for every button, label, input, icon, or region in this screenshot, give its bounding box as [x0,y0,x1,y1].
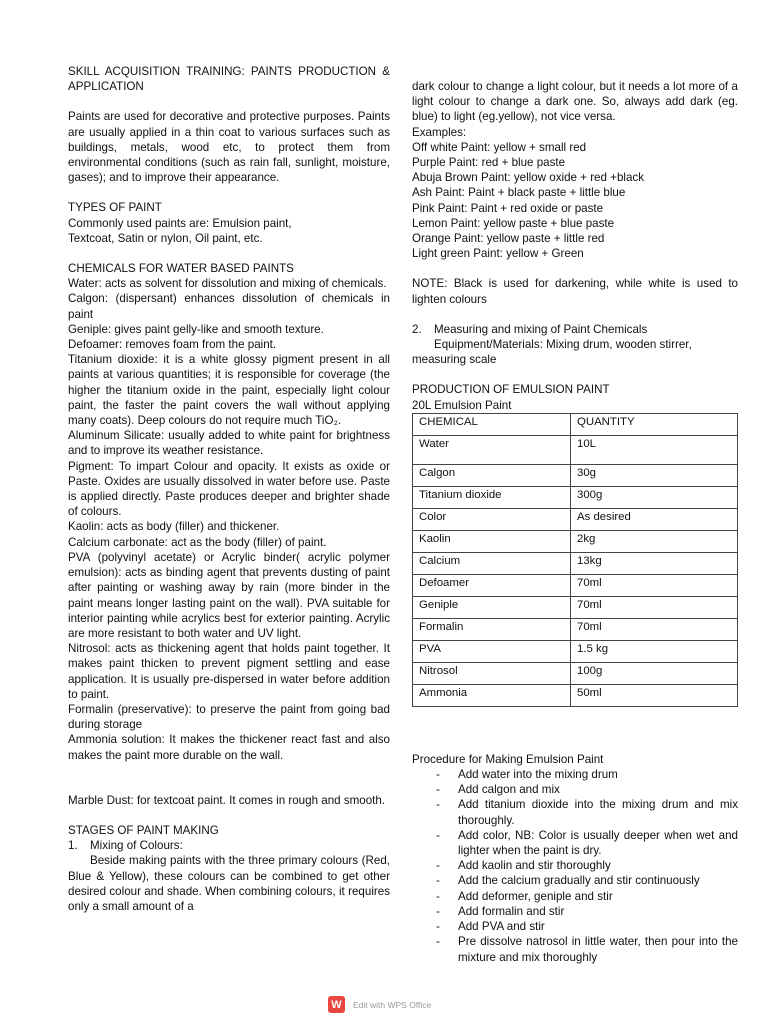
types-heading: TYPES OF PAINT [68,201,162,215]
chemical-description: : To impart Colour and opacity. It exists as oxide or Paste. Oxides are usually dissolved in water before use. Paste is applied directly. Paste produces deeper and brighter shade of colours. [68,459,390,519]
cell-chemical: Ammonia [413,684,571,706]
cell-chemical: Kaolin [413,530,571,552]
chemical-term: Calgon [68,292,105,306]
chemical-term: Pigment [68,459,111,473]
table-row [413,684,738,706]
chemical-entry [68,276,390,291]
cell-chemical: Calgon [413,464,571,486]
cell-chemical: Defoamer [413,574,571,596]
cell-quantity: 50ml [571,684,738,706]
chemical-description: : it is a white glossy pigment present in all paints at various quantities; it is responsible for coverage (the higher the titanium oxide in the paint, especially light colour paint, the faster the paint covers the wall without applying many coats). Deep colours do not require much TiO₂. [68,353,390,428]
procedure-step: - Pre dissolve natrosol in little water, then pour into the mixture and mix thoroughly [412,934,738,964]
examples-label: Examples [412,125,463,139]
step-2-text: Equipment/Materials: Mixing drum, wooden stirrer, measuring scale [412,338,692,367]
chemical-entry [68,322,390,337]
procedure-step: - Add titanium dioxide into the mixing drum and mix thoroughly. [412,797,738,827]
step-2-heading [412,322,738,337]
procedure-step: - Add calgon and mix [412,782,738,797]
cell-chemical: PVA [413,640,571,662]
cell-quantity: As desired [571,508,738,530]
chemical-entry [68,550,390,641]
chemical-entry [68,535,390,550]
cell-chemical: Formalin [413,618,571,640]
stage-1-title: Mixing of Colours [90,839,180,853]
production-heading: PRODUCTION OF EMULSION PAINT [412,383,610,397]
note-label: NOTE [412,277,445,291]
header-chemical: CHEMICAL [413,413,571,435]
procedure-step: - Add water into the mixing drum [412,767,738,782]
cell-quantity: 13kg [571,552,738,574]
chemical-entry [68,641,390,702]
chemical-description: : It makes the thickener react fast and also makes the paint more durable on the wall. [68,733,390,762]
chemical-description: : acts as solvent for dissolution and mixing of chemicals. [98,277,387,291]
table-row [413,574,738,596]
example-item: Off white Paint: yellow + small red [412,140,587,154]
procedure-step: - Add formalin and stir [412,904,738,919]
chemical-term: Titanium dioxide [68,353,155,367]
chemical-description: : gives paint gelly-like and smooth texture. [107,322,324,336]
chemical-entry [68,732,390,762]
chemical-entry [68,428,390,458]
example-item: Abuja Brown Paint: yellow oxide + red +black [412,171,645,185]
procedure-list [412,767,738,965]
wps-footer-text: Edit with WPS Office [353,999,432,1010]
chemical-term: Kaolin [68,520,101,534]
example-item: Purple Paint: red + blue paste [412,156,566,170]
document-title [68,64,390,94]
table-row [413,530,738,552]
header-quantity: QUANTITY [571,413,738,435]
title-prefix: SKILL ACQUISITION TRAINING: [68,65,245,78]
table-row [413,552,738,574]
chemical-term: PVA (polyvinyl acetate) or Acrylic binder [68,550,297,564]
table-row [413,618,738,640]
cell-chemical: Titanium dioxide [413,486,571,508]
procedure-step: - Add the calcium gradually and stir continuously [412,873,738,888]
stage-1-text: Beside making paints with the three primary colours (Red, Blue & Yellow), these colours can be combined to get other desired colour and shade. When combining colours, it requires only a small amount of a [68,854,390,913]
procedure-step: - Add PVA and stir [412,919,738,934]
wps-logo-icon: W [328,996,345,1013]
emulsion-recipe-table [412,413,738,707]
table-row [413,508,738,530]
chemical-term: Defoamer [68,338,119,352]
table-row [413,435,738,464]
table-row [413,464,738,486]
chemical-entry [68,519,390,534]
procedure-heading: Procedure for Making Emulsion Paint [412,752,604,766]
batch-label: 20L Emulsion Paint [412,398,512,412]
stage-1-heading [68,838,390,853]
examples-colon: : [462,125,467,139]
table-row [413,486,738,508]
chemical-description: (preservative): to preserve the paint from going bad during storage [68,702,390,732]
intro-paragraph [68,109,390,185]
cell-quantity: 70ml [571,574,738,596]
chemical-description: ( acrylic polymer emulsion): acts as binding agent that prevents dusting of paint after painting or washing away by rain (more binder in the paint means longer lasting paint on the wall). PVA suitable for interior painting while acrylics best for exterior painting. Acrylic are more resistant to both water and UV light. [68,550,390,640]
right-column [412,79,738,965]
chemical-description: : removes foam from the paint. [118,338,277,352]
marble-term: Marble Dust [68,793,131,807]
cell-chemical: Water [413,435,571,464]
chemical-term: Calcium carbonate [68,535,165,549]
chemical-term: Nitrosol [68,642,108,656]
cell-quantity: 2kg [571,530,738,552]
example-item: Lemon Paint: yellow paste + blue paste [412,216,615,230]
chemicals-heading: CHEMICALS FOR WATER BASED PAINTS [68,262,294,276]
chemicals-list [68,276,390,763]
chemical-term: Ammonia solution [68,733,162,747]
mixing-continuation: dark colour to change a light colour, but it needs a lot more of a light colour to change a dark one. So, always add dark (eg. blue) to light (eg.yellow), not vice versa. [412,80,738,124]
chemical-description: : acts as thickening agent that holds paint together. It makes paint thicken to prevent pigment settling and ease application. It is usually pre-dispersed in water before addition to paint. [68,642,390,701]
title-subject: PAINTS PRODUCTION & APPLICATION [68,65,390,94]
chemical-entry [68,291,390,321]
chemical-entry [68,459,390,520]
chemical-entry [68,702,390,732]
table-row [413,662,738,684]
examples-list [412,140,738,262]
chemical-description: : acts as body (filler) and thickener. [100,520,280,534]
chemical-description: : usually added to white paint for brightness and to improve its weather resistance. [68,429,390,458]
types-line-2: Textcoat, Satin or nylon, Oil paint, etc. [68,231,263,245]
wps-footer[interactable] [328,996,431,1013]
cell-chemical: Nitrosol [413,662,571,684]
marble-dust-entry [68,793,390,808]
cell-quantity: 70ml [571,618,738,640]
cell-quantity: 30g [571,464,738,486]
chemical-term: Aluminum Silicate [68,429,161,443]
note-paragraph [412,276,738,306]
example-item: Pink Paint: Paint + red oxide or paste [412,201,604,215]
example-item: Orange Paint: yellow paste + little red [412,232,605,246]
marble-description: : for textcoat paint. It comes in rough and smooth. [130,793,386,807]
chemical-entry [68,337,390,352]
cell-chemical: Geniple [413,596,571,618]
step-2-number: 2. [412,322,422,336]
table-row [413,596,738,618]
chemical-term: Geniple [68,322,108,336]
chemical-description: : act as the body (filler) of paint. [164,535,327,549]
note-text: : Black is used for darkening, while white is used to lighten colours [412,277,738,306]
chemical-term: Formalin [68,702,114,716]
cell-chemical: Calcium [413,552,571,574]
cell-quantity: 70ml [571,596,738,618]
chemical-term: Water [68,277,99,291]
chemical-entry [68,352,390,428]
example-item: Ash Paint: Paint + black paste + little blue [412,186,626,200]
cell-quantity: 300g [571,486,738,508]
cell-quantity: 100g [571,662,738,684]
cell-quantity: 1.5 kg [571,640,738,662]
cell-quantity: 10L [571,435,738,464]
chemical-description: : (dispersant) enhances dissolution of chemicals in paint [68,292,390,321]
types-line-1: Commonly used paints are: Emulsion paint, [68,216,292,230]
example-item: Light green Paint: yellow + Green [412,247,584,261]
cell-chemical: Color [413,508,571,530]
procedure-step: - Add deformer, geniple and stir [412,889,738,904]
examples-heading [412,125,738,140]
stage-1-colon: : [179,839,183,853]
procedure-step: - Add kaolin and stir thoroughly [412,858,738,873]
intro-term: Paints [68,110,101,124]
table-header-row [413,413,738,435]
stage-1-number: 1. [68,839,78,853]
stages-heading: STAGES OF PAINT MAKING [68,823,219,837]
step-2-title: Measuring and mixing of Paint Chemicals [434,322,648,336]
left-column [68,64,390,914]
intro-text: are used for decorative and protective purposes. Paints are usually applied in a thin coat to various surfaces such as buildings, metals, wood etc, to protect them from environmental conditions (such as rain fall, sunlight, moisture, gases); and to improve their appearance. [68,110,390,185]
table-row [413,640,738,662]
procedure-step: - Add color, NB: Color is usually deeper when wet and lighter when the paint is dry. [412,828,738,858]
